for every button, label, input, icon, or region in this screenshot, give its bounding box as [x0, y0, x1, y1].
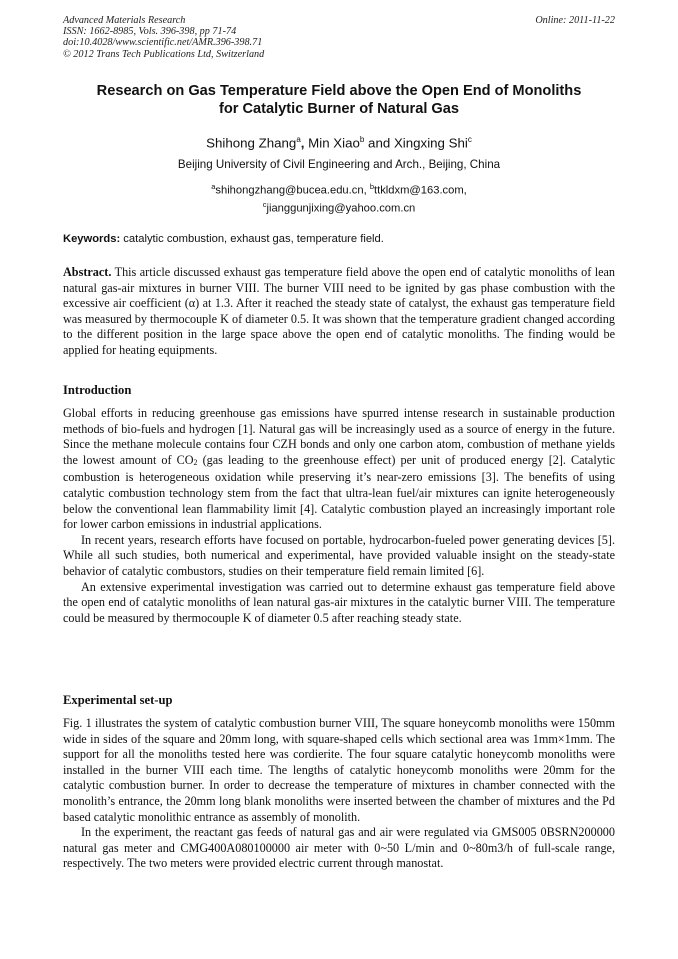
email-b: ttkldxm@163.com,	[373, 184, 467, 197]
experimental-body	[63, 716, 615, 872]
introduction-heading: Introduction	[63, 383, 132, 397]
author-2-mark: b	[359, 135, 365, 144]
running-header	[63, 15, 615, 60]
email-a: shihongzhang@bucea.edu.cn,	[215, 184, 370, 197]
author-2: Min Xiao	[308, 135, 360, 151]
doi-line: doi:10.4028/www.scientific.net/AMR.396-398.71	[63, 37, 263, 49]
author-sep-1: ,	[300, 135, 309, 151]
keywords-text: catalytic combustion, exhaust gas, temperature field.	[120, 233, 384, 245]
intro-paragraph-1	[63, 406, 615, 533]
email-c: jianggunjixing@yahoo.com.cn	[266, 202, 416, 215]
email-b-mark: b	[369, 182, 374, 191]
author-3-mark: c	[467, 135, 472, 144]
title-line-2: for Catalytic Burner of Natural Gas	[218, 100, 460, 117]
abstract-paragraph	[63, 265, 619, 359]
abstract-label: Abstract.	[63, 265, 112, 279]
intro-p1-text-b: (gas leading to the greenhouse effect) per unit of produced energy [2]. Catalytic combustion is heterogeneous oxidation while preserving it’s near-zero emissions [3]. The benefits of using catalytic combustion technology stem from the fact that ultra-lean fuel/air mixtures can ignite heterogeneously below the conventional lean flammability limit [4]. Catalytic combustion played an increasingly important role for lower carbon emissions in industrial applications.	[63, 452, 615, 532]
email-line-1	[63, 180, 615, 198]
introduction-body	[63, 406, 615, 626]
email-a-mark: a	[211, 182, 216, 191]
exp-paragraph-2: In the experiment, the reactant gas feeds of natural gas and air were regulated via GMS005 0BSRN200000 natural gas meter and CMG400A080100000 air meter with 0~50 L/min and 0~80m3/h of full-scale range, respectively. The two meters were provided electric current through manostat.	[63, 825, 615, 871]
affiliation: Beijing University of Civil Engineering and Arch., Beijing, China	[177, 158, 501, 171]
email-c-mark: c	[262, 199, 267, 209]
co2-subscript: 2	[193, 457, 198, 467]
online-date: Online: 2011-11-22	[535, 15, 615, 26]
keywords-label: Keywords:	[63, 233, 121, 245]
author-1: Shihong Zhang	[206, 135, 297, 151]
intro-p1-text-a: Global efforts in reducing greenhouse gas emissions have spurred intense research in sustainable production methods of bio-fuels and hydrogen [1]. Natural gas will be increasingly used as a source of energy in the future. Since the methane molecule contains four CZH bonds and only one carbon atom, combustion of methane yields the lowest amount of CO	[63, 406, 615, 467]
keywords-line	[63, 232, 615, 246]
intro-paragraph-3: An extensive experimental investigation was carried out to determine exhaust gas temperature field above the open end of catalytic monoliths of lean natural gas-air mixtures in the catalytic burner VIII. The temperature could be measured by thermocouple K of diameter 0.5 after reaching steady state.	[63, 579, 615, 625]
paper-title	[63, 83, 615, 118]
journal-name: Advanced Materials Research	[63, 15, 186, 26]
author-3: Xingxing Shi	[393, 135, 468, 151]
abstract-text: This article discussed exhaust gas temperature field above the open end of catalytic monoliths of lean natural gas-air mixtures in burner VIII. The burner VIII need to be ignited by gas phase combustion with the excessive air coefficient (α) at 1.3. After it reached the steady state of catalyst, the exhaust gas temperature field was measured by thermocouple K of diameter 0.5. It was shown that the temperature gradient changed according to the different position in the large space above the open end of catalytic monoliths. The finding would be applied for heating equipments.	[63, 265, 619, 357]
author-sep-2: and	[364, 135, 394, 151]
issn-line: ISSN: 1662-8985, Vols. 396-398, pp 71-74	[63, 26, 237, 38]
experimental-heading: Experimental set-up	[63, 693, 173, 707]
email-block	[63, 180, 615, 216]
exp-paragraph-1: Fig. 1 illustrates the system of catalytic combustion burner VIII, The square honeycomb monoliths were 150mm wide in sides of the square and 20mm long, with square-shaped cells which sectional area was 1mm×1mm. The support for all the monoliths tested here was cordierite. The four square catalytic honeycomb monoliths were installed in the burner VIII each time. The lengths of catalytic honeycomb monoliths were 20mm for the catalytic combustion burner. In order to decrease the temperature of mixtures in chamber connected with the monolith’s entrance, the 20mm long blank monoliths were inserted between the chamber of mixtures and the Pd based catalytic monolithic entrance as assembly of monolith.	[63, 716, 615, 824]
intro-paragraph-2: In recent years, research efforts have focused on portable, hydrocarbon-fueled power generating devices [5]. While all such studies, both numerical and experimental, have provided valuable insight on the steady-state behavior of catalytic combustors, studies on their temperature field remain limited [6].	[63, 532, 615, 578]
author-1-mark: a	[296, 135, 301, 144]
author-list	[63, 132, 615, 151]
email-line-2	[63, 198, 615, 216]
copyright-line: © 2012 Trans Tech Publications Ltd, Switzerland	[63, 48, 265, 60]
title-line-1: Research on Gas Temperature Field above the Open End of Monoliths	[96, 83, 582, 99]
